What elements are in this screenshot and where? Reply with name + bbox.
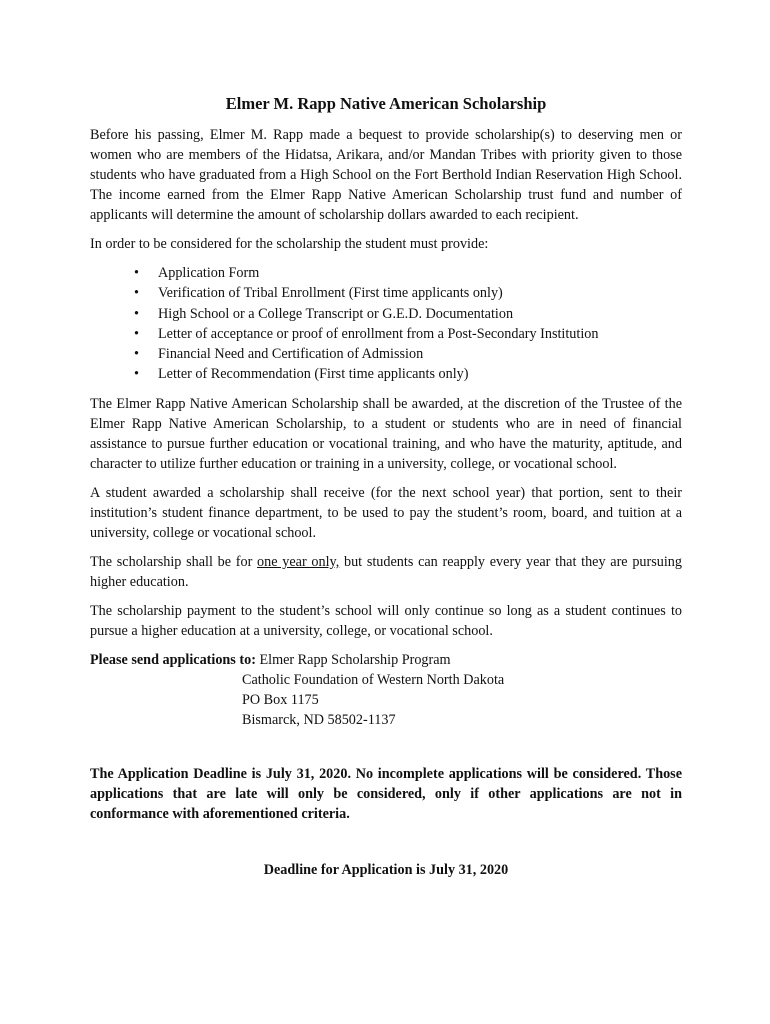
continuation-paragraph: The scholarship payment to the student’s school will only continue so long as a student continues to pursue a higher education at a university, college, or vocational school. xyxy=(90,602,682,639)
duration-underlined-text: one year only, xyxy=(257,553,340,570)
duration-text-before: The scholarship shall be for xyxy=(90,553,258,570)
requirement-text: Letter of acceptance or proof of enrollment from a Post-Secondary Institution xyxy=(158,325,599,342)
send-label: Please send applications to: xyxy=(90,651,256,668)
list-item xyxy=(90,283,682,303)
requirements-intro: In order to be considered for the scholarship the student must provide: xyxy=(90,236,489,252)
requirement-text: Financial Need and Certification of Admission xyxy=(158,346,424,363)
list-item xyxy=(90,344,682,364)
requirements-list xyxy=(90,263,682,385)
document-title: Elmer M. Rapp Native American Scholarship xyxy=(225,94,547,113)
intro-paragraph: Before his passing, Elmer M. Rapp made a bequest to provide scholarship(s) to deserving men or women who are members of the Hidatsa, Arikara, and/or Mandan Tribes with priority given to those students who have graduated from a High School on the Fort Berthold Indian Reservation High School. The income earned from the Elmer Rapp Native American Scholarship trust fund and number of applicants will determine the amount of scholarship dollars awarded to each recipient. xyxy=(90,127,682,223)
document-page xyxy=(90,93,682,880)
payment-paragraph: A student awarded a scholarship shall receive (for the next school year) that portion, sent to their institution’s student finance department, to be used to pay the student’s room, board, and tuition at a university, college or vocational school. xyxy=(90,484,682,541)
requirement-text: Letter of Recommendation (First time applicants only) xyxy=(158,366,469,383)
bullet-icon: • xyxy=(134,366,139,383)
award-paragraph: The Elmer Rapp Native American Scholarship shall be awarded, at the discretion of the Trustee of the Elmer Rapp Native American Scholarship, to a student or students who are in need of financial assistance to pursue further education or vocational training, and who have the maturity, aptitude, and character to utilize further education or training in a university, college, or vocational school. xyxy=(90,395,682,472)
duration-text-after: but students can reapply every year that they are pursuing higher education. xyxy=(90,553,682,590)
address-line-1: Elmer Rapp Scholarship Program xyxy=(259,651,451,668)
address-line-2: Catholic Foundation of Western North Dakota xyxy=(242,671,505,688)
mailing-address-block xyxy=(90,650,682,730)
duration-paragraph xyxy=(90,552,682,592)
list-item xyxy=(90,263,682,283)
list-item xyxy=(90,324,682,344)
deadline-note: The Application Deadline is July 31, 2020. No incomplete applications will be considered. Those applications that are late will only be considered, only if other applications are not in conformance with aforementioned criteria. xyxy=(90,765,682,822)
address-line-3: PO Box 1175 xyxy=(242,691,319,708)
address-line-4: Bismarck, ND 58502-1137 xyxy=(242,711,396,728)
list-item xyxy=(90,364,682,384)
address-first-line xyxy=(90,650,682,670)
bullet-icon: • xyxy=(134,265,139,281)
list-item xyxy=(90,304,682,324)
bullet-icon: • xyxy=(134,325,139,342)
bullet-icon: • xyxy=(134,285,139,302)
requirement-text: High School or a College Transcript or G.E.D. Documentation xyxy=(158,305,514,322)
bullet-icon: • xyxy=(134,305,139,322)
requirement-text: Application Form xyxy=(158,265,260,281)
bullet-icon: • xyxy=(134,346,139,363)
requirement-text: Verification of Tribal Enrollment (First time applicants only) xyxy=(158,285,503,302)
deadline-final: Deadline for Application is July 31, 2020 xyxy=(263,861,509,878)
